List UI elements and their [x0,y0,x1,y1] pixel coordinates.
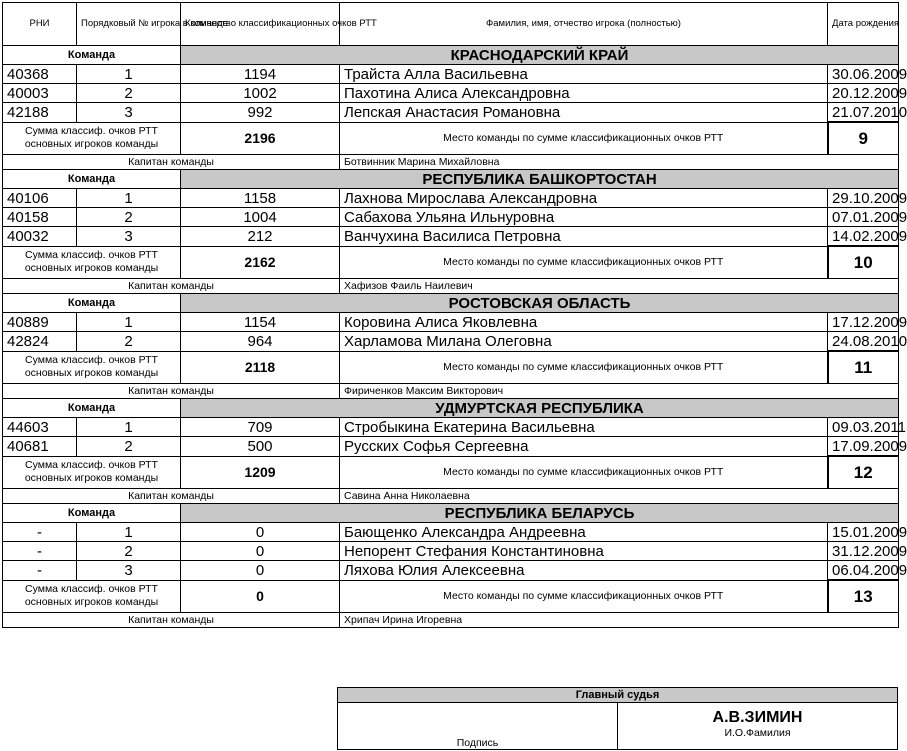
player-name: Лепская Анастасия Романовна [340,103,828,123]
player-rni: 42824 [3,332,77,352]
player-birthdate: 06.04.2009 [828,561,899,581]
team-sum-value: 1209 [181,456,340,489]
team-header-row [3,170,899,189]
team-header-row [3,46,899,65]
captain-name: Хрипач Ирина Игоревна [340,613,899,628]
team-header-row [3,399,899,418]
player-rni: 40368 [3,65,77,84]
captain-row [3,613,899,628]
player-row [3,208,899,227]
player-name: Стробыкина Екатерина Васильевна [340,418,828,437]
player-rni: 40032 [3,227,77,247]
player-rni: 40681 [3,437,77,457]
team-sum-value: 2118 [181,351,340,384]
place-label: Место команды по сумме классификационных очков РТТ [340,456,828,489]
player-birthdate: 21.07.2010 [828,103,899,123]
player-name: Ванчухина Василиса Петровна [340,227,828,247]
player-name: Лахнова Мирослава Александровна [340,189,828,208]
team-sum-value: 2162 [181,246,340,279]
judge-name: А.В.ЗИМИН [712,709,803,726]
player-points: 992 [181,103,340,123]
player-rni: 40106 [3,189,77,208]
team-sum-value: 2196 [181,122,340,155]
player-points: 0 [181,542,340,561]
player-points: 0 [181,561,340,581]
captain-row [3,489,899,504]
player-number: 2 [77,542,181,561]
player-rni: 40158 [3,208,77,227]
player-rni: - [3,542,77,561]
player-points: 1004 [181,208,340,227]
team-place-value: 12 [828,456,899,489]
captain-name: Фириченков Максим Викторович [340,384,899,399]
player-number: 2 [77,332,181,352]
player-name: Русских Софья Сергеевна [340,437,828,457]
team-name: РЕСПУБЛИКА БАШКОРТОСТАН [181,170,899,189]
sum-label: Сумма классиф. очков РТТ основных игроков команды [3,122,181,155]
team-label: Команда [3,294,181,313]
player-birthdate: 30.06.2009 [828,65,899,84]
table-header-row [3,3,899,46]
captain-label: Капитан команды [3,489,340,504]
player-row [3,523,899,542]
team-header-row [3,294,899,313]
player-number: 1 [77,523,181,542]
player-birthdate: 07.01.2009 [828,208,899,227]
player-row [3,437,899,457]
player-birthdate: 14.02.2009 [828,227,899,247]
player-points: 500 [181,437,340,457]
player-number: 1 [77,313,181,332]
player-number: 2 [77,84,181,103]
team-name: РОСТОВСКАЯ ОБЛАСТЬ [181,294,899,313]
team-sum-row [3,456,899,489]
player-number: 1 [77,65,181,84]
team-sum-row [3,246,899,279]
player-name: Харламова Милана Олеговна [340,332,828,352]
captain-name: Ботвинник Марина Михайловна [340,155,899,170]
player-number: 1 [77,418,181,437]
captain-label: Капитан команды [3,155,340,170]
captain-label: Капитан команды [3,384,340,399]
player-points: 1154 [181,313,340,332]
player-row [3,542,899,561]
team-name: КРАСНОДАРСКИЙ КРАЙ [181,46,899,65]
player-points: 1002 [181,84,340,103]
captain-row [3,384,899,399]
player-number: 2 [77,208,181,227]
captain-row [3,155,899,170]
player-number: 3 [77,103,181,123]
player-birthdate: 31.12.2009 [828,542,899,561]
player-points: 0 [181,523,340,542]
player-name: Непорент Стефания Константиновна [340,542,828,561]
team-name: РЕСПУБЛИКА БЕЛАРУСЬ [181,504,899,523]
player-row [3,332,899,352]
player-birthdate: 17.12.2009 [828,313,899,332]
player-row [3,189,899,208]
team-place-value: 13 [828,580,899,613]
player-points: 709 [181,418,340,437]
player-number: 1 [77,189,181,208]
team-name: УДМУРТСКАЯ РЕСПУБЛИКА [181,399,899,418]
player-rni: 40889 [3,313,77,332]
player-number: 3 [77,227,181,247]
player-birthdate: 29.10.2009 [828,189,899,208]
player-birthdate: 09.03.2011 [828,418,899,437]
teams-table [2,2,907,628]
sum-label: Сумма классиф. очков РТТ основных игроков команды [3,351,181,384]
header-points: Количество классификационных очков РТТ [181,3,340,46]
player-name: Трайста Алла Васильевна [340,65,828,84]
signature-field: Подпись [338,703,618,750]
team-label: Команда [3,399,181,418]
sum-label: Сумма классиф. очков РТТ основных игроков команды [3,580,181,613]
place-label: Место команды по сумме классификационных очков РТТ [340,580,828,613]
team-place-value: 10 [828,246,899,279]
place-label: Место команды по сумме классификационных очков РТТ [340,351,828,384]
player-points: 964 [181,332,340,352]
player-row [3,84,899,103]
player-row [3,313,899,332]
captain-name: Савина Анна Николаевна [340,489,899,504]
team-sum-value: 0 [181,580,340,613]
player-rni: 42188 [3,103,77,123]
player-birthdate: 15.01.2009 [828,523,899,542]
captain-row [3,279,899,294]
player-rni: 44603 [3,418,77,437]
player-name: Коровина Алиса Яковлевна [340,313,828,332]
team-label: Команда [3,504,181,523]
team-sum-row [3,122,899,155]
player-row [3,561,899,581]
captain-name: Хафизов Фаиль Наилевич [340,279,899,294]
header-name: Фамилия, имя, отчество игрока (полностью) [340,3,828,46]
player-name: Пахотина Алиса Александровна [340,84,828,103]
player-points: 212 [181,227,340,247]
player-name: Сабахова Ульяна Ильнуровна [340,208,828,227]
team-place-value: 9 [828,122,899,155]
player-row [3,103,899,123]
chief-judge-block [337,687,898,750]
team-label: Команда [3,170,181,189]
team-label: Команда [3,46,181,65]
player-points: 1194 [181,65,340,84]
judge-name-caption: И.О.Фамилия [724,727,791,739]
player-birthdate: 20.12.2009 [828,84,899,103]
player-number: 3 [77,561,181,581]
header-birth: Дата рождения [828,3,899,46]
header-order: Порядковый № игрока в команде [77,3,181,46]
captain-label: Капитан команды [3,279,340,294]
player-rni: - [3,523,77,542]
player-name: Бающенко Александра Андреевна [340,523,828,542]
judge-title: Главный судья [338,688,898,703]
header-rni: РНИ [3,3,77,46]
player-row [3,65,899,84]
place-label: Место команды по сумме классификационных очков РТТ [340,122,828,155]
team-sum-row [3,351,899,384]
player-rni: 40003 [3,84,77,103]
player-birthdate: 17.09.2009 [828,437,899,457]
player-birthdate: 24.08.2010 [828,332,899,352]
player-row [3,418,899,437]
sum-label: Сумма классиф. очков РТТ основных игроков команды [3,456,181,489]
sum-label: Сумма классиф. очков РТТ основных игроков команды [3,246,181,279]
team-place-value: 11 [828,351,899,384]
player-number: 2 [77,437,181,457]
player-row [3,227,899,247]
player-name: Ляхова Юлия Алексеевна [340,561,828,581]
player-rni: - [3,561,77,581]
team-header-row [3,504,899,523]
player-points: 1158 [181,189,340,208]
place-label: Место команды по сумме классификационных очков РТТ [340,246,828,279]
team-sum-row [3,580,899,613]
captain-label: Капитан команды [3,613,340,628]
